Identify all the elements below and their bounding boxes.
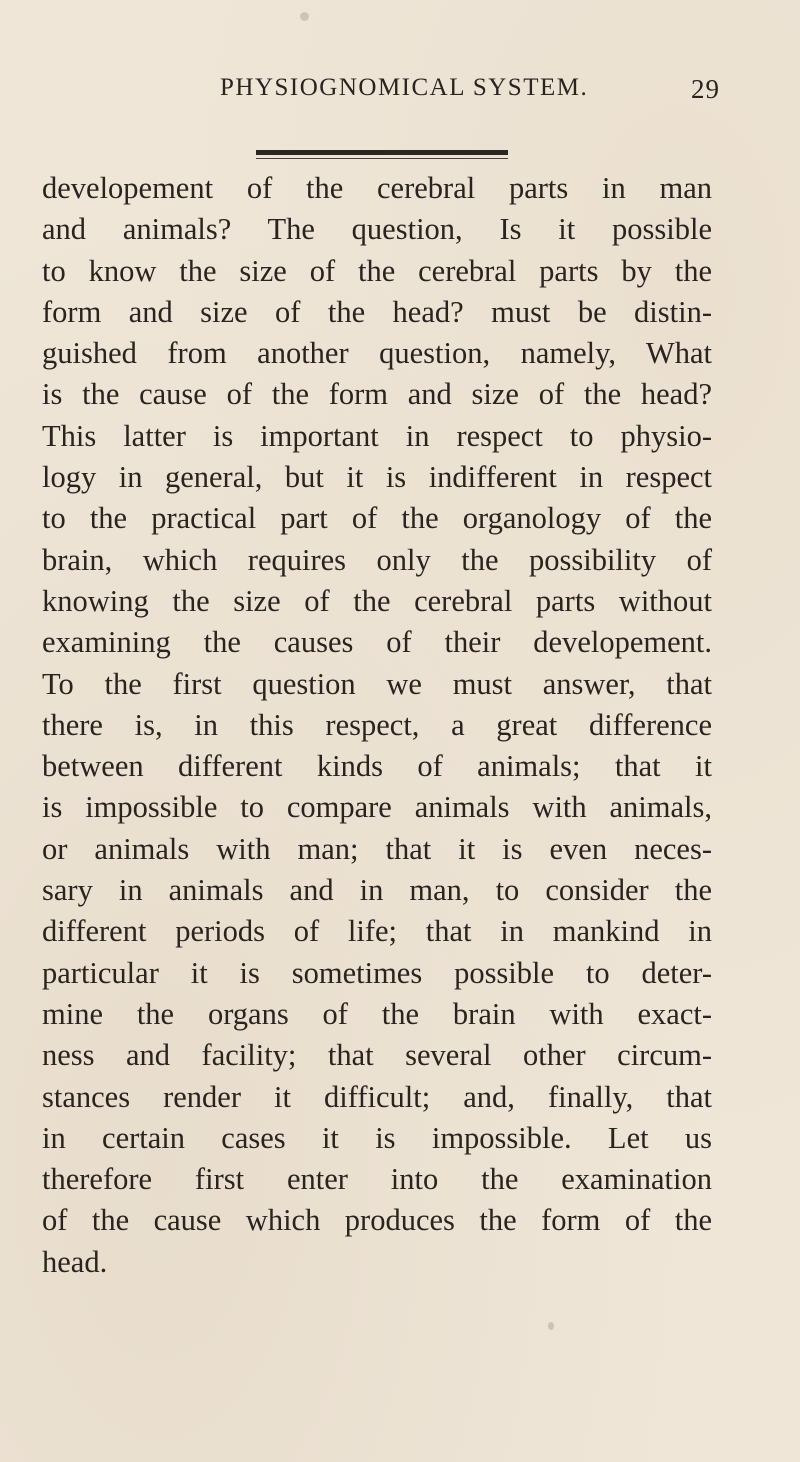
text-line: stances render it difficult; and, finally, that xyxy=(42,1079,712,1114)
text-line: knowing the size of the cerebral parts without xyxy=(42,583,712,618)
text-line: logy in general, but it is indifferent in respect xyxy=(42,460,712,495)
page-number: 29 xyxy=(691,74,720,104)
text-line: to know the size of the cerebral parts by the xyxy=(42,253,712,288)
text-line: ness and facility; that several other circum- xyxy=(42,1038,712,1073)
body-paragraph xyxy=(42,168,712,1283)
text-line: therefore first enter into the examination xyxy=(42,1162,712,1197)
header-rule xyxy=(256,150,508,155)
text-line: to the practical part of the organology of the xyxy=(42,501,712,536)
text-line: brain, which requires only the possibility of xyxy=(42,542,712,577)
text-line: guished from another question, namely, What xyxy=(42,336,712,371)
text-line: and animals? The question, Is it possible xyxy=(42,212,712,247)
text-line: in certain cases it is impossible. Let us xyxy=(42,1120,712,1155)
text-line: sary in animals and in man, to consider the xyxy=(42,873,712,908)
text-line: particular it is sometimes possible to deter- xyxy=(42,955,712,990)
text-line: or animals with man; that it is even neces- xyxy=(42,831,712,866)
page-header xyxy=(220,74,720,114)
running-title: PHYSIOGNOMICAL SYSTEM. xyxy=(220,74,589,101)
text-line: there is, in this respect, a great difference xyxy=(42,707,712,742)
text-line: of the cause which produces the form of the xyxy=(42,1203,712,1238)
text-line: head. xyxy=(42,1244,108,1279)
text-line: examining the causes of their developement. xyxy=(42,625,712,660)
text-line: This latter is important in respect to physio- xyxy=(42,418,712,453)
text-line: is the cause of the form and size of the head? xyxy=(42,377,712,412)
paper-speck xyxy=(548,1322,554,1330)
text-line: To the first question we must answer, that xyxy=(42,666,712,701)
text-line: between different kinds of animals; that it xyxy=(42,749,712,784)
paper-speck xyxy=(300,12,309,21)
text-line: different periods of life; that in mankind in xyxy=(42,914,712,949)
text-line: mine the organs of the brain with exact- xyxy=(42,996,712,1031)
text-line: is impossible to compare animals with animals, xyxy=(42,790,712,825)
text-line: developement of the cerebral parts in man xyxy=(42,171,712,205)
text-line: form and size of the head? must be distin- xyxy=(42,294,712,329)
